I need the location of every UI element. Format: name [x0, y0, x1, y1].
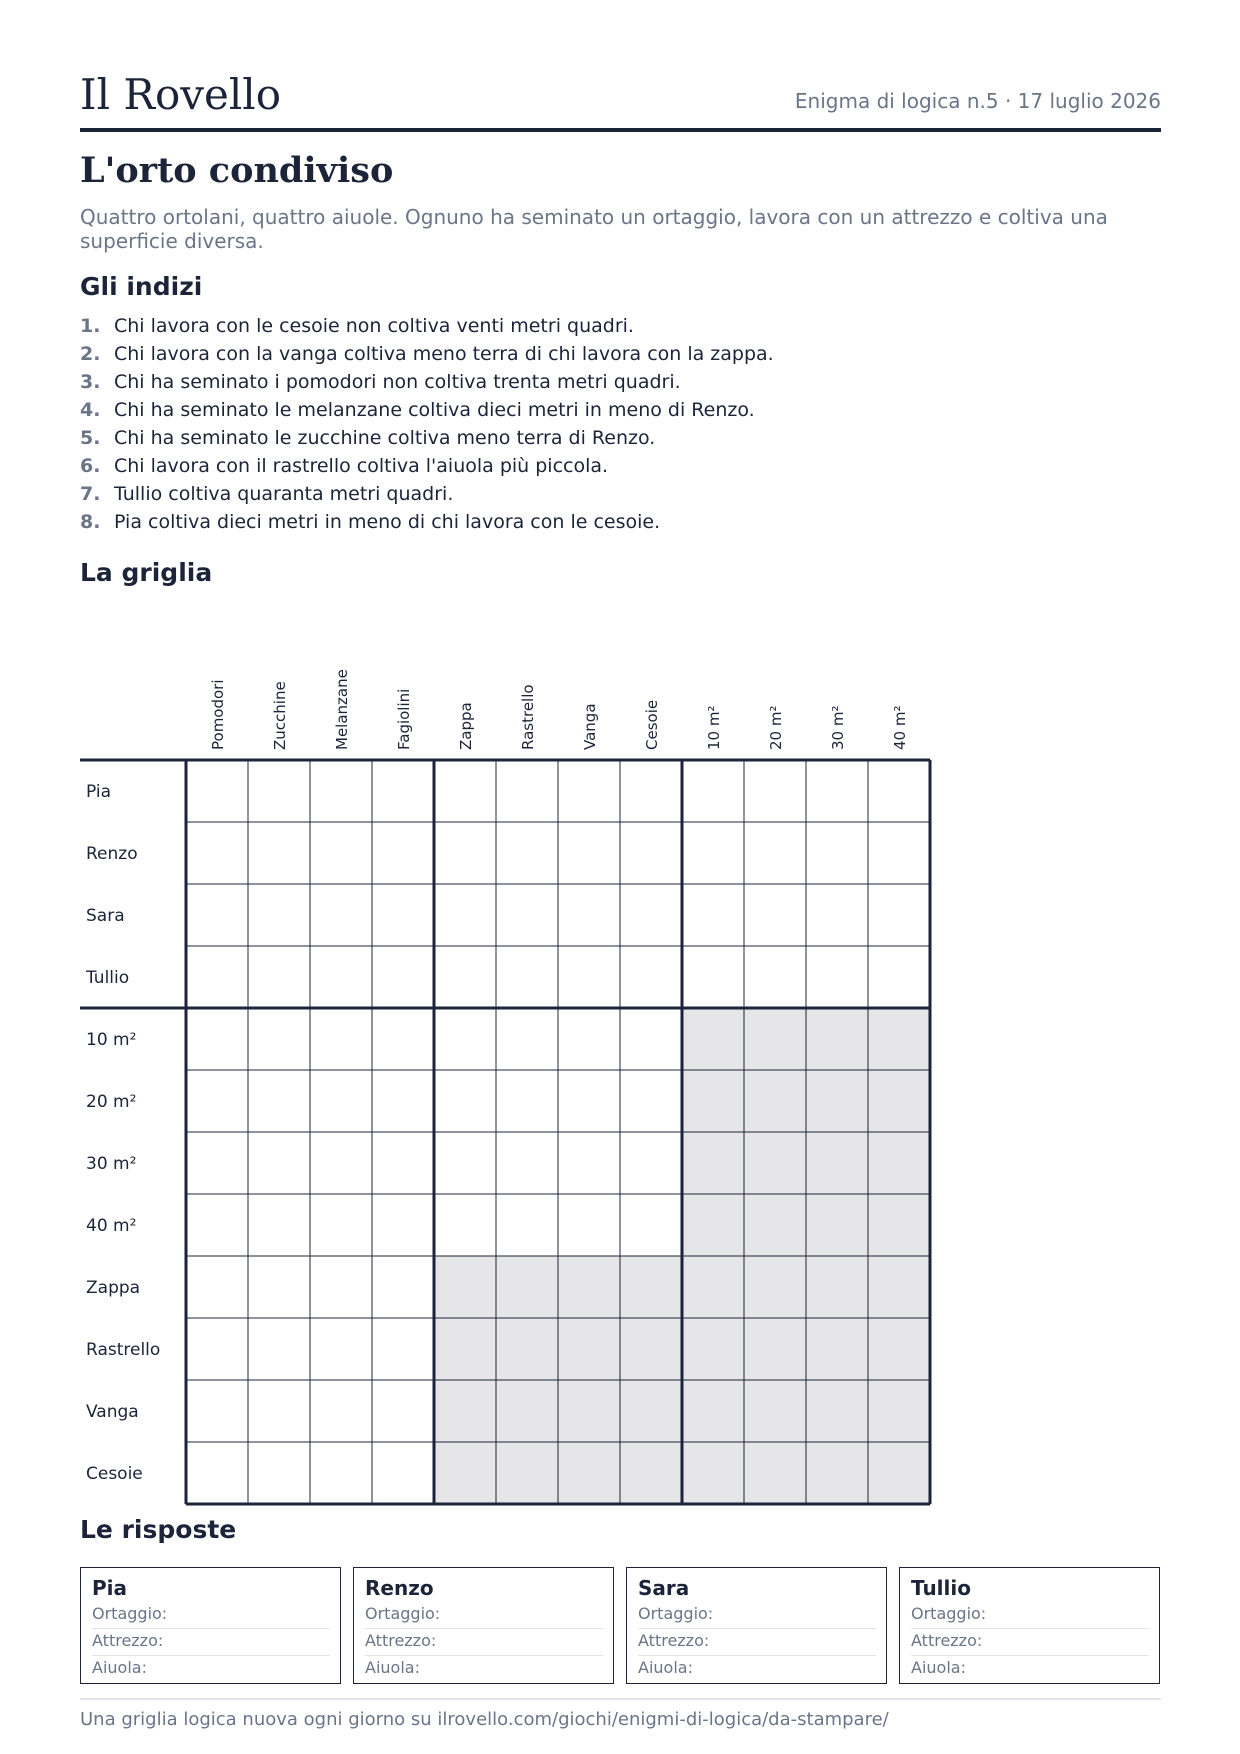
grid-cell[interactable] — [434, 1194, 496, 1256]
grid-cell-shaded — [868, 1318, 930, 1380]
grid-cell[interactable] — [620, 1194, 682, 1256]
clue-text: Chi ha seminato i pomodori non coltiva trenta metri quadri. — [114, 371, 681, 393]
clue-number: 6. — [80, 455, 101, 477]
column-header: Pomodori — [209, 679, 227, 750]
issue-info: Enigma di logica n.5 · 17 luglio 2026 — [794, 89, 1161, 113]
grid-cell-shaded — [868, 1132, 930, 1194]
row-header: Rastrello — [86, 1340, 161, 1360]
grid-cell-shaded — [558, 1318, 620, 1380]
footer-note: Una griglia logica nuova ogni giorno su ilrovello.com/giochi/enigmi-di-logica/da-stampare/ — [80, 1698, 1161, 1730]
grid-cell[interactable] — [372, 884, 434, 946]
grid-cell-shaded — [682, 1256, 744, 1318]
grid-cell[interactable] — [310, 1256, 372, 1318]
grid-cell-shaded — [682, 1008, 744, 1070]
answer-card-tullio — [899, 1567, 1160, 1684]
grid-cell[interactable] — [186, 884, 248, 946]
puzzle-intro: Quattro ortolani, quattro aiuole. Ognuno ha seminato un ortaggio, lavora con un attrezzo e coltiva una superficie diversa. — [80, 205, 1108, 253]
grid-cell[interactable] — [310, 946, 372, 1008]
vegetable-field[interactable]: Ortaggio: — [92, 1602, 330, 1629]
grid-cell-shaded — [744, 1070, 806, 1132]
grid-cell[interactable] — [310, 884, 372, 946]
vegetable-field[interactable]: Ortaggio: — [638, 1602, 876, 1629]
grid-cell[interactable] — [186, 1194, 248, 1256]
grid-cell[interactable] — [310, 1194, 372, 1256]
grid-cell-shaded — [620, 1256, 682, 1318]
grid-cell[interactable] — [372, 1256, 434, 1318]
grid-cell[interactable] — [372, 1194, 434, 1256]
grid-cell[interactable] — [310, 1380, 372, 1442]
grid-cell[interactable] — [868, 822, 930, 884]
grid-cell[interactable] — [744, 884, 806, 946]
grid-cell[interactable] — [434, 946, 496, 1008]
column-header: Zappa — [457, 702, 475, 750]
grid-cell-shaded — [868, 1070, 930, 1132]
clue-list — [80, 312, 1161, 536]
grid-cell[interactable] — [434, 1008, 496, 1070]
grid-cell-shaded — [868, 1380, 930, 1442]
grid-cell[interactable] — [558, 946, 620, 1008]
clue-text: Chi lavora con la vanga coltiva meno terra di chi lavora con la zappa. — [114, 343, 774, 365]
grid-cell[interactable] — [372, 822, 434, 884]
clue-item — [80, 312, 1161, 340]
clue-text: Tullio coltiva quaranta metri quadri. — [114, 483, 454, 505]
grid-cell[interactable] — [186, 822, 248, 884]
clue-number: 1. — [80, 315, 101, 337]
clue-text: Chi lavora con il rastrello coltiva l'aiuola più piccola. — [114, 455, 609, 477]
grid-cell-shaded — [806, 1008, 868, 1070]
grid-cell[interactable] — [248, 1008, 310, 1070]
row-header: Sara — [86, 906, 125, 926]
grid-cell[interactable] — [186, 1070, 248, 1132]
grid-cell[interactable] — [620, 1132, 682, 1194]
plot-field[interactable]: Aiuola: — [638, 1658, 693, 1677]
column-header: 10 m² — [705, 705, 723, 750]
grid-cell-shaded — [682, 1380, 744, 1442]
column-header: 20 m² — [767, 705, 785, 750]
grid-cell[interactable] — [372, 1132, 434, 1194]
row-header: Zappa — [86, 1278, 141, 1298]
grid-cell[interactable] — [496, 1194, 558, 1256]
grid-cell[interactable] — [496, 760, 558, 822]
row-header: Renzo — [86, 844, 138, 864]
grid-cell[interactable] — [682, 760, 744, 822]
grid-cell[interactable] — [310, 822, 372, 884]
grid-cell-shaded — [620, 1318, 682, 1380]
tool-field[interactable]: Attrezzo: — [92, 1629, 330, 1656]
answers-heading: Le risposte — [80, 1515, 237, 1544]
grid-cell[interactable] — [310, 760, 372, 822]
grid-cell[interactable] — [186, 760, 248, 822]
vegetable-field[interactable]: Ortaggio: — [365, 1602, 603, 1629]
clue-item — [80, 340, 1161, 368]
grid-cell[interactable] — [496, 1008, 558, 1070]
grid-cell[interactable] — [744, 760, 806, 822]
grid-cell[interactable] — [310, 1070, 372, 1132]
logic-grid — [80, 600, 932, 1508]
clue-number: 3. — [80, 371, 101, 393]
grid-cell-shaded — [496, 1256, 558, 1318]
grid-cell-shaded — [558, 1256, 620, 1318]
grid-cell[interactable] — [372, 946, 434, 1008]
grid-cell-shaded — [682, 1318, 744, 1380]
grid-cell[interactable] — [186, 1132, 248, 1194]
grid-cell-shaded — [806, 1070, 868, 1132]
row-header: 30 m² — [86, 1154, 137, 1174]
plot-field[interactable]: Aiuola: — [911, 1658, 966, 1677]
grid-cell[interactable] — [248, 822, 310, 884]
row-header: Vanga — [86, 1402, 139, 1422]
grid-cell[interactable] — [620, 822, 682, 884]
grid-cell-shaded — [434, 1380, 496, 1442]
row-header: 20 m² — [86, 1092, 137, 1112]
grid-cell-shaded — [806, 1132, 868, 1194]
grid-cell[interactable] — [248, 1070, 310, 1132]
grid-cell[interactable] — [620, 884, 682, 946]
grid-cell[interactable] — [620, 1070, 682, 1132]
answer-card-name: Tullio — [911, 1576, 971, 1600]
logic-grid-svg — [80, 600, 932, 1508]
grid-cell-shaded — [744, 1380, 806, 1442]
answer-card-name: Renzo — [365, 1576, 434, 1600]
grid-cell-shaded — [744, 1194, 806, 1256]
grid-cell[interactable] — [744, 946, 806, 1008]
grid-cell[interactable] — [248, 946, 310, 1008]
grid-cell-shaded — [868, 1008, 930, 1070]
clue-item — [80, 424, 1161, 452]
column-header: Fagiolini — [395, 688, 413, 750]
grid-cell[interactable] — [806, 884, 868, 946]
grid-cell[interactable] — [310, 1008, 372, 1070]
grid-cell-shaded — [434, 1442, 496, 1504]
grid-cell[interactable] — [434, 1132, 496, 1194]
row-header: 10 m² — [86, 1030, 137, 1050]
clue-text: Chi lavora con le cesoie non coltiva venti metri quadri. — [114, 315, 634, 337]
row-header: 40 m² — [86, 1216, 137, 1236]
grid-cell[interactable] — [558, 822, 620, 884]
grid-cell[interactable] — [558, 884, 620, 946]
grid-cell[interactable] — [620, 760, 682, 822]
clue-item — [80, 452, 1161, 480]
column-header: Rastrello — [519, 684, 537, 750]
grid-cell[interactable] — [868, 760, 930, 822]
grid-cell-shaded — [496, 1442, 558, 1504]
clues-heading: Gli indizi — [80, 272, 203, 301]
grid-cell-shaded — [620, 1442, 682, 1504]
grid-cell[interactable] — [372, 1008, 434, 1070]
grid-cell[interactable] — [310, 1318, 372, 1380]
grid-cell[interactable] — [620, 946, 682, 1008]
grid-cell[interactable] — [372, 1070, 434, 1132]
puzzle-title: L'orto condiviso — [80, 150, 394, 191]
grid-cell[interactable] — [496, 1070, 558, 1132]
grid-cell[interactable] — [496, 822, 558, 884]
grid-cell[interactable] — [248, 884, 310, 946]
plot-field[interactable]: Aiuola: — [365, 1658, 420, 1677]
grid-cell[interactable] — [186, 946, 248, 1008]
grid-cell-shaded — [744, 1256, 806, 1318]
plot-field[interactable]: Aiuola: — [92, 1658, 147, 1677]
grid-cell[interactable] — [186, 1008, 248, 1070]
column-header: Vanga — [581, 703, 599, 750]
grid-cell-shaded — [806, 1194, 868, 1256]
grid-cell[interactable] — [682, 946, 744, 1008]
clue-item — [80, 396, 1161, 424]
grid-cell[interactable] — [682, 884, 744, 946]
grid-cell[interactable] — [682, 822, 744, 884]
clue-text: Pia coltiva dieci metri in meno di chi lavora con le cesoie. — [114, 511, 661, 533]
grid-cell-shaded — [620, 1380, 682, 1442]
clue-text: Chi ha seminato le zucchine coltiva meno terra di Renzo. — [114, 427, 656, 449]
grid-cell-shaded — [496, 1318, 558, 1380]
grid-cell[interactable] — [434, 760, 496, 822]
answer-card-name: Pia — [92, 1576, 128, 1600]
grid-cell-shaded — [868, 1442, 930, 1504]
grid-cell[interactable] — [372, 1318, 434, 1380]
grid-cell[interactable] — [186, 1380, 248, 1442]
answer-card-sara — [626, 1567, 887, 1684]
grid-cell[interactable] — [372, 1380, 434, 1442]
grid-cell[interactable] — [372, 1442, 434, 1504]
grid-cell[interactable] — [248, 1256, 310, 1318]
column-header: 30 m² — [829, 705, 847, 750]
grid-cell[interactable] — [558, 1194, 620, 1256]
clue-number: 4. — [80, 399, 101, 421]
grid-cell[interactable] — [496, 884, 558, 946]
clue-number: 7. — [80, 483, 101, 505]
grid-cell[interactable] — [868, 946, 930, 1008]
grid-cell[interactable] — [806, 946, 868, 1008]
grid-cell[interactable] — [248, 1380, 310, 1442]
grid-cell-shaded — [558, 1380, 620, 1442]
vegetable-field[interactable]: Ortaggio: — [911, 1602, 1149, 1629]
grid-cell-shaded — [682, 1194, 744, 1256]
clue-item — [80, 480, 1161, 508]
grid-cell[interactable] — [496, 1132, 558, 1194]
grid-cell[interactable] — [744, 822, 806, 884]
grid-cell[interactable] — [434, 1070, 496, 1132]
grid-cell[interactable] — [620, 1008, 682, 1070]
answer-card-renzo — [353, 1567, 614, 1684]
grid-cell[interactable] — [248, 760, 310, 822]
grid-cell[interactable] — [310, 1132, 372, 1194]
grid-cell[interactable] — [806, 822, 868, 884]
grid-cell[interactable] — [310, 1442, 372, 1504]
grid-cell[interactable] — [434, 822, 496, 884]
grid-cell-shaded — [744, 1318, 806, 1380]
grid-cell[interactable] — [558, 760, 620, 822]
column-header: Zucchine — [271, 681, 289, 750]
grid-cell-shaded — [682, 1132, 744, 1194]
grid-heading: La griglia — [80, 558, 213, 587]
grid-cell-shaded — [744, 1008, 806, 1070]
grid-cell-shaded — [806, 1256, 868, 1318]
grid-cell[interactable] — [496, 946, 558, 1008]
grid-cell[interactable] — [558, 1070, 620, 1132]
answer-card-pia — [80, 1567, 341, 1684]
grid-cell-shaded — [682, 1442, 744, 1504]
grid-cell-shaded — [868, 1256, 930, 1318]
tool-field[interactable]: Attrezzo: — [365, 1629, 603, 1656]
clue-number: 8. — [80, 511, 101, 533]
grid-cell-shaded — [434, 1256, 496, 1318]
grid-cell[interactable] — [806, 760, 868, 822]
answers-row — [80, 1567, 1161, 1684]
answer-card-name: Sara — [638, 1576, 690, 1600]
grid-cell-shaded — [496, 1380, 558, 1442]
grid-cell-shaded — [806, 1380, 868, 1442]
grid-cell[interactable] — [558, 1008, 620, 1070]
grid-cell[interactable] — [434, 884, 496, 946]
grid-cell[interactable] — [372, 760, 434, 822]
grid-cell-shaded — [744, 1132, 806, 1194]
grid-cell-shaded — [744, 1442, 806, 1504]
grid-cell[interactable] — [186, 1318, 248, 1380]
grid-cell[interactable] — [248, 1442, 310, 1504]
column-header: Melanzane — [333, 669, 351, 750]
tool-field[interactable]: Attrezzo: — [911, 1629, 1149, 1656]
clue-text: Chi ha seminato le melanzane coltiva dieci metri in meno di Renzo. — [114, 399, 755, 421]
grid-cell[interactable] — [868, 884, 930, 946]
grid-cell[interactable] — [186, 1442, 248, 1504]
brand-title: Il Rovello — [80, 70, 282, 119]
grid-cell-shaded — [558, 1442, 620, 1504]
grid-cell[interactable] — [186, 1256, 248, 1318]
row-header: Pia — [86, 782, 112, 802]
grid-cell-shaded — [434, 1318, 496, 1380]
grid-cell-shaded — [806, 1318, 868, 1380]
clue-number: 2. — [80, 343, 101, 365]
column-header: Cesoie — [643, 699, 661, 750]
grid-cell[interactable] — [248, 1194, 310, 1256]
masthead — [80, 72, 1161, 132]
clue-number: 5. — [80, 427, 101, 449]
grid-cell-shaded — [682, 1070, 744, 1132]
grid-cell-shaded — [868, 1194, 930, 1256]
row-header: Tullio — [86, 968, 130, 988]
grid-cell[interactable] — [248, 1318, 310, 1380]
tool-field[interactable]: Attrezzo: — [638, 1629, 876, 1656]
grid-cell-shaded — [806, 1442, 868, 1504]
grid-cell[interactable] — [558, 1132, 620, 1194]
column-header: 40 m² — [891, 705, 909, 750]
grid-cell[interactable] — [248, 1132, 310, 1194]
clue-item — [80, 508, 1161, 536]
row-header: Cesoie — [86, 1464, 143, 1484]
clue-item — [80, 368, 1161, 396]
